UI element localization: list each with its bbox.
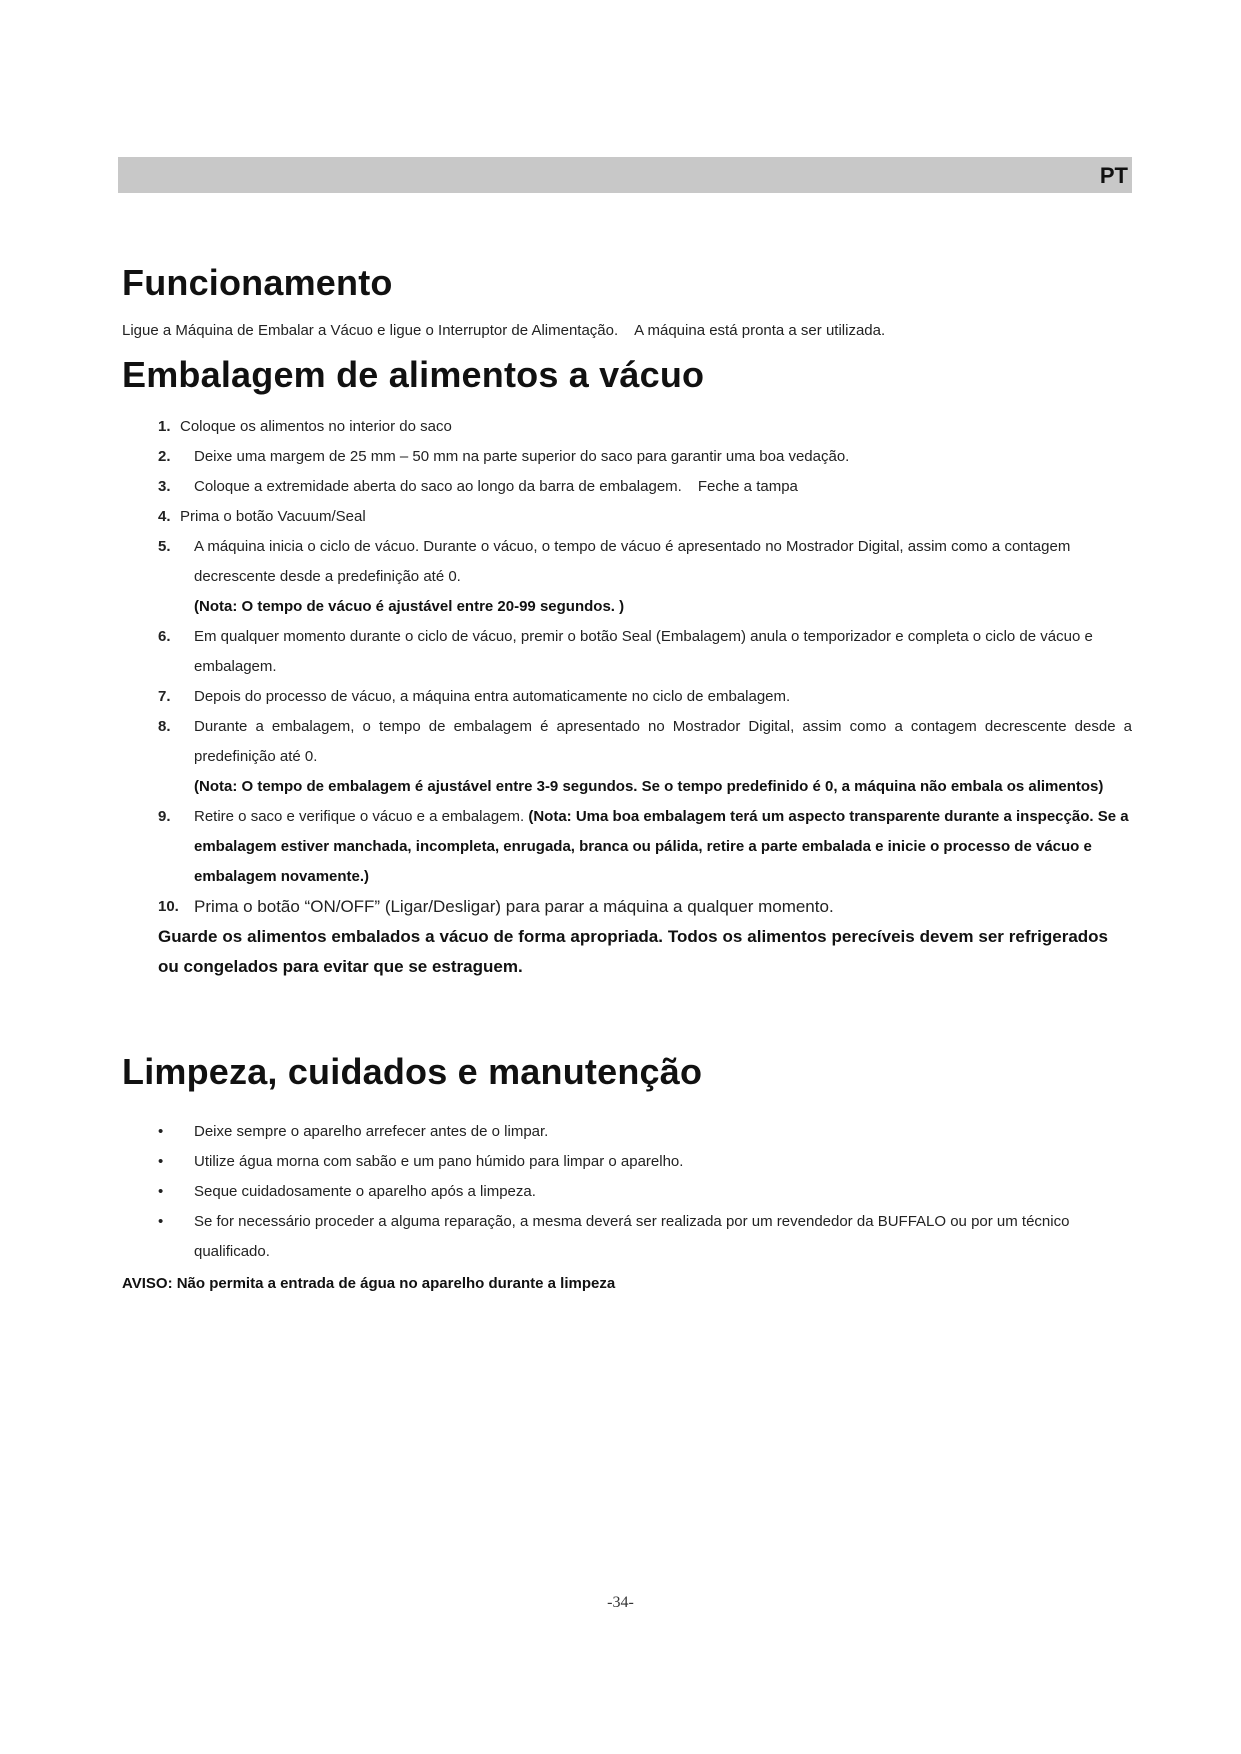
- intro-sentence-1: Ligue a Máquina de Embalar a Vácuo e ligue o Interruptor de Alimentação.: [122, 322, 619, 339]
- intro-sentence-2: A máquina está pronta a ser utilizada.: [634, 322, 886, 339]
- section-title-funcionamento: Funcionamento: [122, 262, 393, 303]
- step-number: 1.: [158, 418, 171, 435]
- step-number: 6.: [158, 628, 171, 645]
- list-item: [122, 532, 1132, 592]
- step-number: 8.: [158, 718, 171, 735]
- section-title-embalagem: Embalagem de alimentos a vácuo: [122, 354, 705, 395]
- step-text: Coloque os alimentos no interior do saco: [180, 418, 452, 435]
- list-item: [122, 1147, 1132, 1177]
- bullet-icon: •: [158, 1153, 164, 1170]
- list-item: [122, 442, 1132, 472]
- bullet-text: Deixe sempre o aparelho arrefecer antes de o limpar.: [194, 1123, 549, 1140]
- list-item: [122, 1117, 1132, 1147]
- bullet-text: Seque cuidadosamente o aparelho após a limpeza.: [194, 1183, 536, 1200]
- step-note: (Nota: O tempo de vácuo é ajustável entre 20-99 segundos. ): [194, 598, 625, 615]
- section-title-limpeza: Limpeza, cuidados e manutenção: [122, 1051, 703, 1092]
- list-item: [122, 1177, 1132, 1207]
- language-code: PT: [1099, 163, 1128, 188]
- step-text: Durante a embalagem, o tempo de embalagem é apresentado no Mostrador Digital, assim como a contagem decrescente desde a predefinição até 0.: [194, 718, 1132, 765]
- list-item: [122, 472, 1132, 502]
- step-text-part-1: Coloque a extremidade aberta do saco ao longo da barra de embalagem.: [194, 478, 682, 495]
- step-text-plain: Retire o saco e verifique o vácuo e a embalagem.: [194, 808, 525, 825]
- list-item: [122, 1207, 1132, 1267]
- list-item: [122, 502, 1132, 532]
- steps-list: [122, 412, 1132, 982]
- step-text: [122, 802, 1132, 892]
- step-text: [122, 472, 1132, 502]
- bullet-text: Utilize água morna com sabão e um pano húmido para limpar o aparelho.: [194, 1153, 684, 1170]
- cleaning-bullet-list: [122, 1117, 1132, 1267]
- step-text: A máquina inicia o ciclo de vácuo. Durante o vácuo, o tempo de vácuo é apresentado no Mostrador Digital, assim como a contagem decrescente desde a predefinição até 0.: [194, 538, 1071, 585]
- step-number: 7.: [158, 688, 171, 705]
- step-number: 9.: [158, 808, 171, 825]
- step-number: 3.: [158, 478, 171, 495]
- step-number: 10.: [158, 898, 179, 915]
- list-item: [122, 622, 1132, 682]
- step-text-bold-note: (Nota: Uma boa embalagem terá um aspecto transparente durante a inspecção. Se a embalagem estiver manchada, incompleta, enrugada, branca ou pálida, retire a parte embalada e inicie o processo de vácuo e embalagem novamente.): [194, 808, 1129, 885]
- language-header-bar: [118, 157, 1132, 193]
- step-text: Deixe uma margem de 25 mm – 50 mm na parte superior do saco para garantir uma boa vedação.: [194, 448, 850, 465]
- step-text: Depois do processo de vácuo, a máquina entra automaticamente no ciclo de embalagem.: [194, 688, 791, 705]
- list-item: [122, 802, 1132, 892]
- bullet-icon: •: [158, 1123, 164, 1140]
- step-text-part-2: Feche a tampa: [697, 478, 798, 495]
- step-text: Prima o botão Vacuum/Seal: [180, 508, 366, 525]
- intro-paragraph: [122, 322, 885, 339]
- list-item: [122, 412, 1132, 442]
- step-note: (Nota: O tempo de embalagem é ajustável entre 3-9 segundos. Se o tempo predefinido é 0, a máquina não embala os alimentos): [194, 778, 1104, 795]
- page-number: -34-: [607, 1594, 634, 1611]
- bullet-text: Se for necessário proceder a alguma reparação, a mesma deverá ser realizada por um revendedor da BUFFALO ou por um técnico qualificado.: [194, 1213, 1070, 1260]
- step-number: 5.: [158, 538, 171, 555]
- cleaning-warning: AVISO: Não permita a entrada de água no aparelho durante a limpeza: [122, 1275, 616, 1292]
- bullet-icon: •: [158, 1213, 164, 1230]
- storage-notice: Guarde os alimentos embalados a vácuo de forma apropriada. Todos os alimentos perecíveis devem ser refrigerados ou congelados para evitar que se estraguem.: [158, 927, 1108, 976]
- step-number: 2.: [158, 448, 171, 465]
- step-number: 4.: [158, 508, 171, 525]
- step-text: Prima o botão “ON/OFF” (Ligar/Desligar) para parar a máquina a qualquer momento.: [194, 897, 834, 916]
- list-item: [122, 892, 1132, 922]
- list-item: [122, 682, 1132, 712]
- step-text: Em qualquer momento durante o ciclo de vácuo, premir o botão Seal (Embalagem) anula o temporizador e completa o ciclo de vácuo e embalagem.: [194, 628, 1093, 675]
- bullet-icon: •: [158, 1183, 164, 1200]
- list-item: [122, 712, 1132, 772]
